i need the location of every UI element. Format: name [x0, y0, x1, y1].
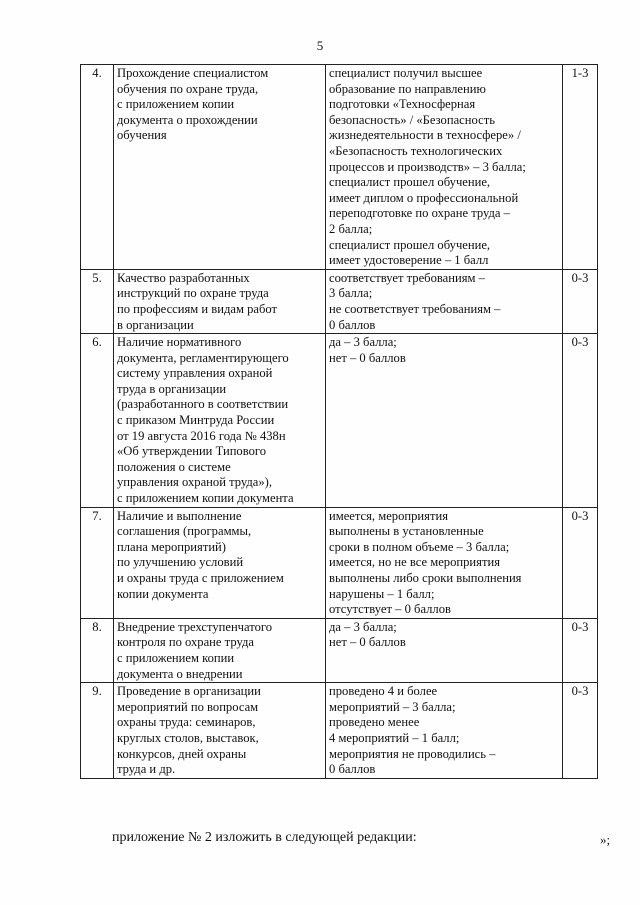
- page-number: 5: [316, 38, 324, 53]
- scoring-line: образование по направлению: [329, 81, 486, 96]
- scoring-line: жизнедеятельности в техносфере» /: [329, 128, 521, 143]
- scoring-line: мероприятий – 3 балла;: [329, 699, 456, 714]
- scoring-line: 0 баллов: [329, 762, 376, 777]
- row-number: 8.: [81, 618, 114, 682]
- criterion-name-line: плана мероприятий): [117, 539, 226, 554]
- criteria-row: [81, 65, 598, 270]
- criterion-name-line: обучения: [117, 128, 167, 143]
- criterion-name-line: Прохождение специалистом: [117, 66, 269, 80]
- criterion-name-line: Внедрение трехступенчатого: [117, 619, 273, 634]
- scoring-line: да – 3 балла;: [329, 335, 397, 350]
- scoring-line: проведено менее: [329, 715, 420, 730]
- scoring-line: «Безопасность технологических: [329, 143, 503, 158]
- criterion-name-line: труда и др.: [117, 762, 176, 777]
- criterion-name-line: труда в организации: [117, 381, 227, 396]
- scoring-rules: [326, 507, 563, 618]
- criterion-name-line: управления охраной труда»),: [117, 475, 273, 490]
- criterion-name-line: Качество разработанных: [117, 270, 250, 285]
- criterion-name-line: документа, регламентирующего: [117, 350, 289, 365]
- row-number: 9.: [81, 683, 114, 779]
- row-number: 5.: [81, 269, 114, 333]
- criterion-name-line: с приказом Минтруда России: [117, 413, 275, 428]
- criterion-name-line: (разработанного в соответствии: [117, 397, 289, 412]
- criterion-name: [114, 683, 326, 779]
- points-range: 0-3: [563, 683, 598, 779]
- scoring-rules: [326, 618, 563, 682]
- criteria-row: [81, 618, 598, 682]
- scoring-line: отсутствует – 0 баллов: [329, 602, 451, 617]
- criterion-name-line: от 19 августа 2016 года № 438н: [117, 428, 286, 443]
- scoring-line: выполнены либо сроки выполнения: [329, 571, 522, 585]
- criterion-name-line: «Об утверждении Типового: [117, 444, 267, 459]
- criteria-row: [81, 269, 598, 333]
- scoring-rules: [326, 683, 563, 779]
- scoring-line: нет – 0 баллов: [329, 350, 406, 365]
- criteria-table: [80, 64, 598, 779]
- scoring-line: да – 3 балла;: [329, 619, 397, 634]
- criterion-name: [114, 269, 326, 333]
- scoring-line: проведено 4 и более: [329, 684, 438, 699]
- criteria-row: [81, 507, 598, 618]
- scoring-line: переподготовке по охране труда –: [329, 206, 510, 221]
- scoring-line: специалист прошел обучение,: [329, 175, 491, 190]
- scoring-line: мероприятия не проводились –: [329, 746, 496, 761]
- scoring-rules: [326, 65, 563, 270]
- scoring-line: специалист прошел обучение,: [329, 237, 491, 252]
- scoring-line: 3 балла;: [329, 286, 373, 301]
- criterion-name-line: круглых столов, выставок,: [117, 730, 259, 745]
- closing-paragraph: приложение № 2 изложить в следующей редакции:: [112, 830, 417, 845]
- criterion-name-line: Наличие и выполнение: [117, 508, 242, 523]
- criterion-name-line: с приложением копии: [117, 650, 235, 665]
- scoring-line: 2 балла;: [329, 221, 373, 236]
- criterion-name-line: в организации: [117, 317, 194, 332]
- scoring-line: 0 баллов: [329, 317, 376, 332]
- criterion-name-line: по улучшению условий: [117, 555, 244, 570]
- scoring-line: имеется, мероприятия: [329, 508, 448, 523]
- row-number: 4.: [81, 65, 114, 270]
- points-range: 0-3: [563, 334, 598, 508]
- criterion-name-line: инструкций по охране труда: [117, 286, 269, 301]
- criterion-name-line: с приложением копии документа: [117, 491, 294, 506]
- scoring-line: процессов и производств» – 3 балла;: [329, 159, 526, 174]
- criterion-name-line: с приложением копии: [117, 97, 235, 112]
- scoring-line: соответствует требованиям –: [329, 270, 485, 285]
- criterion-name-line: Наличие нормативного: [117, 335, 242, 350]
- scoring-line: нарушены – 1 балл;: [329, 586, 435, 601]
- criterion-name-line: контроля по охране труда: [117, 635, 254, 650]
- points-range: 0-3: [563, 269, 598, 333]
- points-range: 0-3: [563, 507, 598, 618]
- points-range: 1-3: [563, 65, 598, 270]
- criterion-name: [114, 618, 326, 682]
- criterion-name-line: мероприятий по вопросам: [117, 699, 259, 714]
- scoring-line: безопасность» / «Безопасность: [329, 112, 495, 127]
- criterion-name-line: по профессиям и видам работ: [117, 301, 278, 316]
- scoring-line: имеется, но не все мероприятия: [329, 555, 500, 570]
- criteria-row: [81, 683, 598, 779]
- criterion-name-line: положения о системе: [117, 459, 231, 474]
- points-range: 0-3: [563, 618, 598, 682]
- scoring-line: не соответствует требованиям –: [329, 301, 501, 316]
- scoring-line: имеет диплом о профессиональной: [329, 190, 519, 205]
- scoring-line: специалист получил высшее: [329, 66, 483, 80]
- row-number: 7.: [81, 507, 114, 618]
- criterion-name: [114, 507, 326, 618]
- scoring-line: имеет удостоверение – 1 балл: [329, 253, 489, 268]
- criterion-name-line: документа о внедрении: [117, 666, 243, 681]
- criterion-name: [114, 65, 326, 270]
- scoring-line: нет – 0 баллов: [329, 635, 406, 650]
- criterion-name-line: охраны труда: семинаров,: [117, 715, 256, 730]
- criterion-name-line: документа о прохождении: [117, 112, 258, 127]
- table-closing-quote: »;: [600, 832, 611, 847]
- scoring-line: 4 мероприятий – 1 балл;: [329, 730, 460, 745]
- criterion-name-line: соглашения (программы,: [117, 524, 252, 539]
- scoring-rules: [326, 269, 563, 333]
- criterion-name-line: обучения по охране труда,: [117, 81, 259, 96]
- criteria-row: [81, 334, 598, 508]
- scoring-line: подготовки «Техносферная: [329, 97, 476, 112]
- criterion-name-line: и охраны труда с приложением: [117, 571, 284, 585]
- scoring-line: выполнены в установленные: [329, 524, 484, 539]
- criterion-name-line: конкурсов, дней охраны: [117, 746, 247, 761]
- criterion-name-line: копии документа: [117, 586, 209, 601]
- row-number: 6.: [81, 334, 114, 508]
- criterion-name: [114, 334, 326, 508]
- scoring-line: сроки в полном объеме – 3 балла;: [329, 539, 510, 554]
- scoring-rules: [326, 334, 563, 508]
- criterion-name-line: Проведение в организации: [117, 684, 261, 699]
- criterion-name-line: систему управления охраной: [117, 366, 273, 381]
